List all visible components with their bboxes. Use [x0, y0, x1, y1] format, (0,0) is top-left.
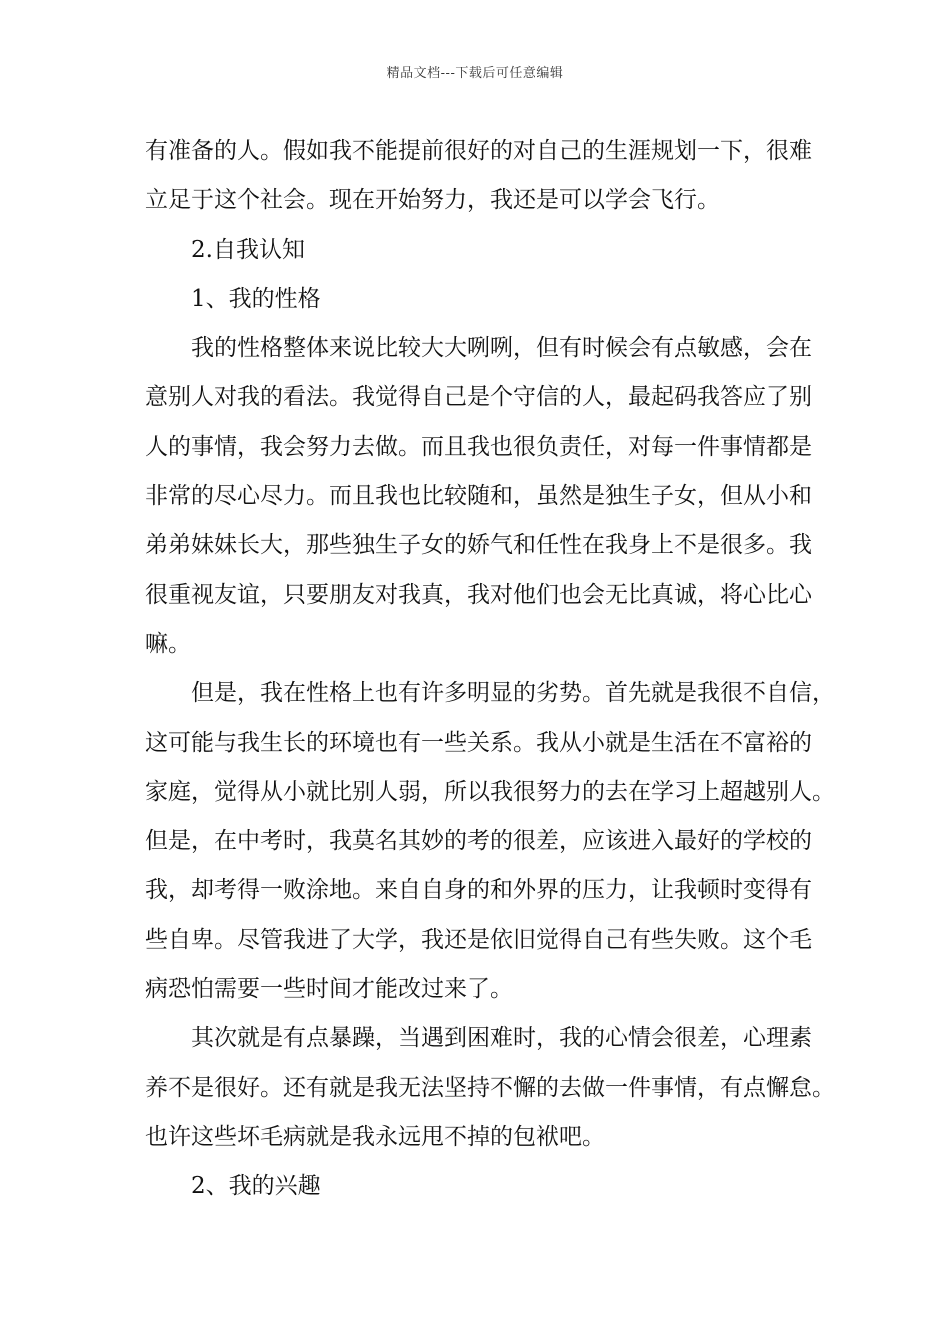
text-line: 但是，在中考时，我莫名其妙的考的很差，应该进入最好的学校的	[145, 828, 812, 855]
paragraph	[145, 127, 810, 226]
text-line: 家庭，觉得从小就比别人弱，所以我很努力的去在学习上超越别人。	[145, 778, 835, 805]
text-line: 很重视友谊，只要朋友对我真，我对他们也会无比真诚，将心比心	[145, 581, 812, 608]
text-line: 立足于这个社会。现在开始努力，我还是可以学会飞行。	[145, 187, 720, 214]
text-line: 意别人对我的看法。我觉得自己是个守信的人，最起码我答应了别	[145, 384, 812, 411]
text-line: 有准备的人。假如我不能提前很好的对自己的生涯规划一下，很难	[145, 138, 812, 164]
text-line: 些自卑。尽管我进了大学，我还是依旧觉得自己有些失败。这个毛	[145, 926, 812, 953]
text-line: 非常的尽心尽力。而且我也比较随和，虽然是独生子女，但从小和	[145, 483, 812, 510]
text-line: 这可能与我生长的环境也有一些关系。我从小就是生活在不富裕的	[145, 729, 812, 756]
subsection-heading	[145, 275, 810, 324]
text-line: 我，却考得一败涂地。来自自身的和外界的压力，让我顿时变得有	[145, 877, 812, 904]
text-line: 养不是很好。还有就是我无法坚持不懈的去做一件事情，有点懈怠。	[145, 1074, 835, 1101]
heading-text: 2.自我认知	[191, 236, 305, 263]
paragraph	[145, 324, 810, 669]
page-header: 精品文档---下载后可任意编辑	[386, 66, 564, 81]
text-line: 也许这些坏毛病就是我永远甩不掉的包袱吧。	[145, 1123, 605, 1150]
paragraph	[145, 1014, 835, 1162]
heading-text: 1、我的性格	[191, 285, 321, 312]
text-line: 我的性格整体来说比较大大咧咧，但有时候会有点敏感，会在	[191, 335, 812, 362]
text-line: 嘛。	[145, 630, 191, 657]
text-line: 其次就是有点暴躁，当遇到困难时，我的心情会很差，心理素	[191, 1025, 812, 1052]
heading-text: 2、我的兴趣	[191, 1173, 321, 1200]
text-line: 病恐怕需要一些时间才能改过来了。	[145, 976, 513, 1003]
paragraph	[145, 669, 835, 1014]
text-line: 人的事情，我会努力去做。而且我也很负责任，对每一件事情都是	[145, 433, 812, 460]
section-heading	[145, 226, 810, 275]
document-body	[145, 127, 835, 1212]
text-line: 弟弟妹妹长大，那些独生子女的娇气和任性在我身上不是很多。我	[145, 532, 812, 559]
text-line: 但是，我在性格上也有许多明显的劣势。首先就是我很不自信，	[191, 680, 835, 707]
subsection-heading	[145, 1162, 810, 1211]
